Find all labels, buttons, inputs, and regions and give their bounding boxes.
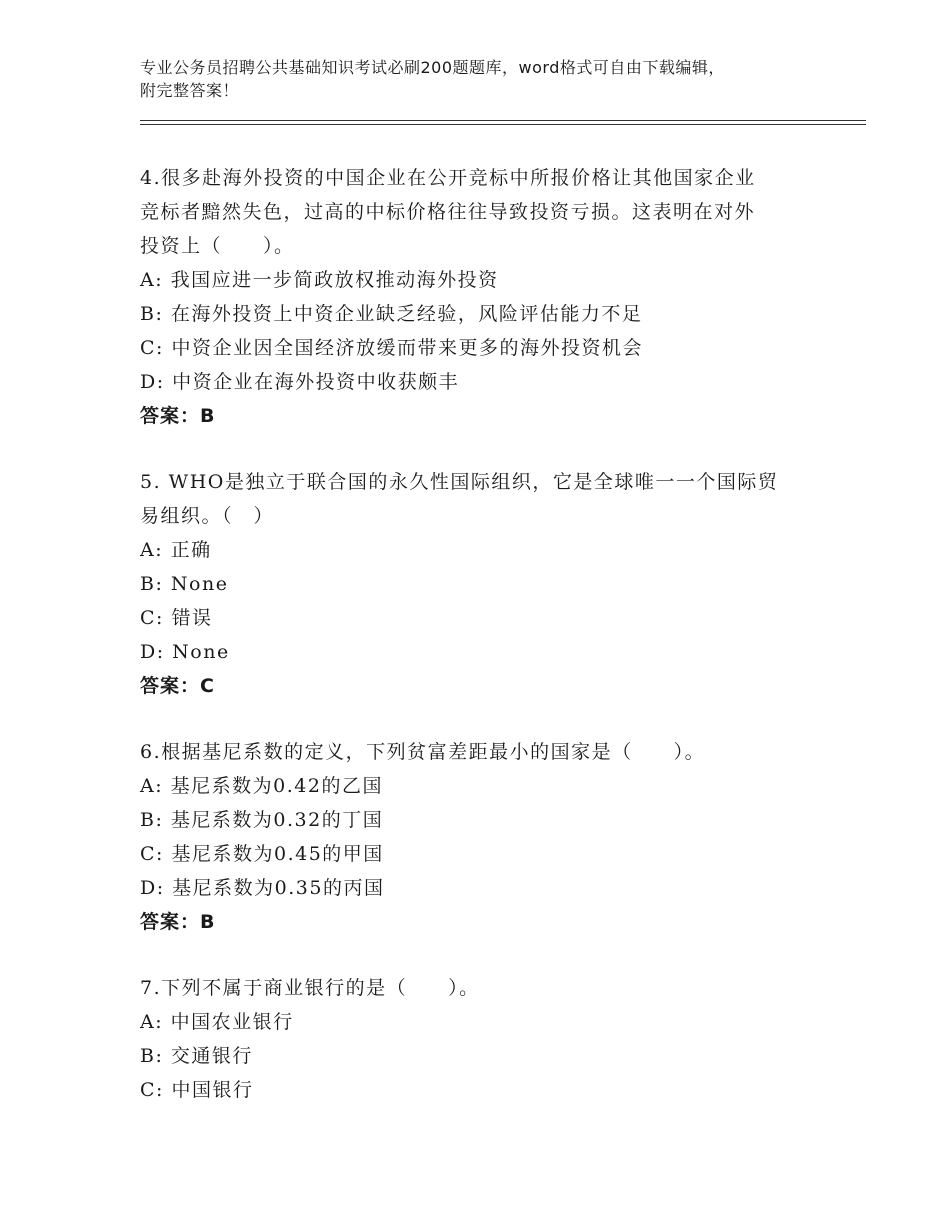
question-stem [140, 161, 820, 263]
header-title-line-1: 专业公务员招聘公共基础知识考试必刷200题题库，word格式可自由下载编辑， [140, 58, 725, 77]
option-a: A: 我国应进一步简政放权推动海外投资 [140, 269, 499, 291]
answer-label: 答案：C [140, 675, 215, 697]
option-c: C: 中资企业因全国经济放缓而带来更多的海外投资机会 [140, 337, 643, 359]
option-b: B: 交通银行 [140, 1045, 253, 1067]
question-stem [140, 971, 820, 1005]
option-c: C: 错误 [140, 607, 213, 629]
option-d: D: None [140, 641, 230, 663]
question-6 [140, 735, 820, 939]
option-b: B: 在海外投资上中资企业缺乏经验，风险评估能力不足 [140, 303, 643, 325]
question-stem-line: 6.根据基尼系数的定义，下列贫富差距最小的国家是（ ）。 [140, 741, 706, 763]
question-5 [140, 465, 820, 703]
option-b: B: None [140, 573, 229, 595]
header-divider-top [140, 120, 866, 121]
option-b: B: 基尼系数为0.32的丁国 [140, 809, 384, 831]
option-c: C: 基尼系数为0.45的甲国 [140, 843, 384, 865]
question-4 [140, 161, 820, 433]
question-stem-line: 7.下列不属于商业银行的是（ ）。 [140, 977, 480, 999]
answer-label: 答案：B [140, 405, 216, 427]
question-stem-line: 竞标者黯然失色，过高的中标价格往往导致投资亏损。这表明在对外 [140, 201, 756, 223]
question-stem-line: 5. WHO是独立于联合国的永久性国际组织，它是全球唯一一个国际贸 [140, 471, 779, 493]
option-d: D: 中资企业在海外投资中收获颇丰 [140, 371, 460, 393]
header-divider-bottom [140, 124, 866, 125]
option-a: A: 正确 [140, 539, 212, 561]
question-stem [140, 735, 820, 769]
option-c: C: 中国银行 [140, 1079, 254, 1101]
document-header [140, 56, 840, 102]
option-a: A: 基尼系数为0.42的乙国 [140, 775, 383, 797]
option-a: A: 中国农业银行 [140, 1011, 294, 1033]
question-stem [140, 465, 820, 533]
option-d: D: 基尼系数为0.35的丙国 [140, 877, 385, 899]
answer-label: 答案：B [140, 911, 216, 933]
question-stem-line: 易组织。（ ） [140, 505, 275, 527]
header-title-line-2: 附完整答案！ [140, 81, 240, 100]
question-stem-line: 4.很多赴海外投资的中国企业在公开竞标中所报价格让其他国家企业 [140, 167, 756, 189]
question-7 [140, 971, 820, 1107]
question-list [140, 161, 820, 1139]
question-stem-line: 投资上（ ）。 [140, 235, 295, 257]
